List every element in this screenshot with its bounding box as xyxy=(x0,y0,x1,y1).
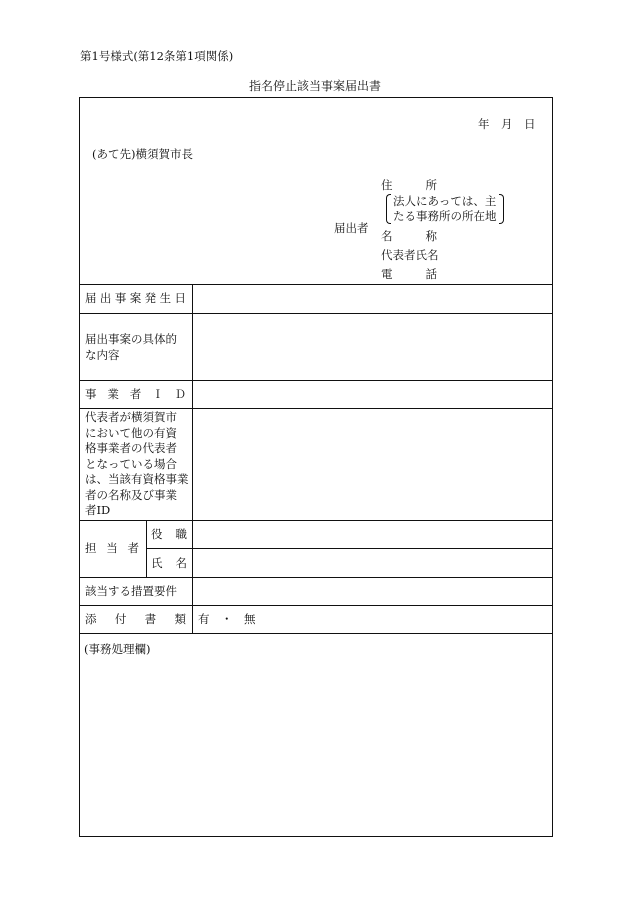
rule-after-date xyxy=(79,313,553,314)
rule-after-other-rep xyxy=(79,520,553,521)
corporation-note xyxy=(386,194,504,224)
form-number: 第1号様式(第12条第1項関係) xyxy=(80,49,234,63)
position-label: 役職 xyxy=(151,527,187,541)
corporation-note-line1: 法人にあっては、主 xyxy=(393,194,497,208)
rule-before-office-use xyxy=(79,633,553,634)
business-id-label: 事業者ＩＤ xyxy=(85,387,186,401)
details-label-line2: な内容 xyxy=(85,348,120,362)
label-column-divider xyxy=(192,284,193,633)
address-label: 住所 xyxy=(381,178,437,192)
attachments-value: 有 ・ 無 xyxy=(198,612,256,626)
corporation-note-line2: たる事務所の所在地 xyxy=(393,209,497,223)
name-label: 名称 xyxy=(381,229,437,243)
rule-after-id xyxy=(79,408,553,409)
applicable-measures-label: 該当する措置要件 xyxy=(85,584,177,598)
rule-after-person xyxy=(79,577,553,578)
occurrence-date-label: 届出事案発生日 xyxy=(85,291,186,305)
phone-label: 電話 xyxy=(381,267,437,281)
office-use-label: (事務処理欄) xyxy=(84,642,151,656)
details-label-line1: 届出事案の具体的 xyxy=(85,332,177,346)
person-name-label: 氏名 xyxy=(151,556,187,570)
representative-label: 代表者氏名 xyxy=(381,248,439,262)
rule-after-measures xyxy=(79,605,553,606)
rule-after-details xyxy=(79,380,553,381)
right-bracket xyxy=(499,194,504,224)
form-title: 指名停止該当事案届出書 xyxy=(248,79,381,93)
applicant-label: 届出者 xyxy=(334,221,369,235)
header-bottom-rule xyxy=(79,284,553,285)
date-label: 年 月 日 xyxy=(478,117,536,131)
left-bracket xyxy=(386,194,391,224)
person-subdivider xyxy=(146,520,147,577)
rule-between-position-name xyxy=(146,548,553,549)
other-rep-label: 代表者が横須賀市 において他の有資 格事業者の代表者 となっている場合 は、当該有資格事業 者の名称及び事業 者ID xyxy=(85,410,189,517)
addressee: (あて先)横須賀市長 xyxy=(92,147,193,161)
person-in-charge-label: 担当者 xyxy=(85,541,139,555)
attachments-label: 添付書類 xyxy=(85,612,186,626)
